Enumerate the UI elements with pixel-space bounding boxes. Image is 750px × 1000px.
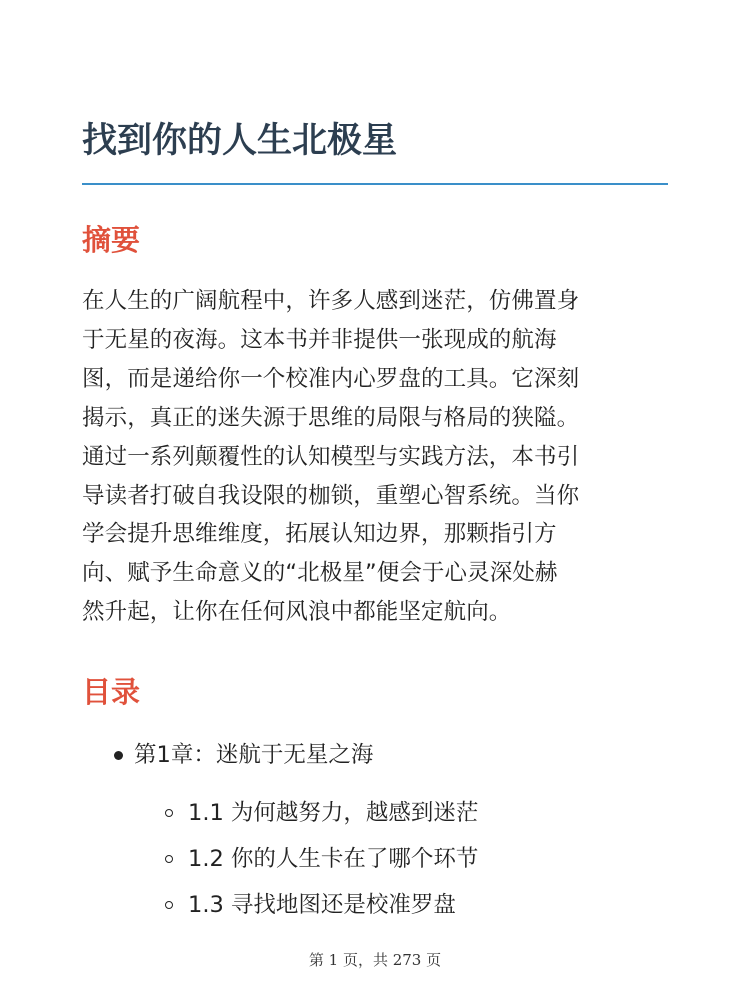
document-page bbox=[82, 0, 668, 1000]
summary-line: 通过一系列颠覆性的认知模型与实践方法，本书引 bbox=[82, 443, 580, 470]
bullet-circle-icon bbox=[165, 901, 173, 909]
document-title: 找到你的人生北极星 bbox=[82, 121, 398, 161]
summary-line: 向、赋予生命意义的“北极星”便会于心灵深处赫 bbox=[82, 560, 558, 587]
bullet-circle-icon bbox=[165, 855, 173, 863]
summary-line: 然升起，让你在任何风浪中都能坚定航向。 bbox=[82, 599, 512, 626]
summary-line: 揭示，真正的迷失源于思维的局限与格局的狭隘。 bbox=[82, 404, 580, 431]
toc-section-1-3[interactable]: 1.3 寻找地图还是校准罗盘 bbox=[188, 892, 456, 918]
summary-line: 图，而是递给你一个校准内心罗盘的工具。它深刻 bbox=[82, 365, 580, 392]
toc-heading: 目录 bbox=[82, 675, 141, 709]
toc-section-1-2[interactable]: 1.2 你的人生卡在了哪个环节 bbox=[188, 846, 479, 872]
summary-line: 于无星的夜海。这本书并非提供一张现成的航海 bbox=[82, 326, 557, 353]
summary-line: 导读者打破自我设限的枷锁，重塑心智系统。当你 bbox=[82, 482, 580, 509]
page-number: 第 1 页，共 273 页 bbox=[308, 951, 442, 969]
summary-heading: 摘要 bbox=[82, 223, 141, 257]
title-divider bbox=[82, 183, 668, 185]
toc-chapter-1[interactable]: 第1章：迷航于无星之海 bbox=[134, 742, 374, 768]
bullet-circle-icon bbox=[165, 809, 173, 817]
summary-line: 在人生的广阔航程中，许多人感到迷茫，仿佛置身 bbox=[82, 288, 580, 314]
bullet-disc-icon bbox=[114, 751, 123, 760]
toc-section-1-1[interactable]: 1.1 为何越努力，越感到迷茫 bbox=[188, 800, 479, 826]
summary-paragraph bbox=[82, 282, 674, 632]
summary-line: 学会提升思维维度，拓展认知边界，那颗指引方 bbox=[82, 521, 557, 548]
